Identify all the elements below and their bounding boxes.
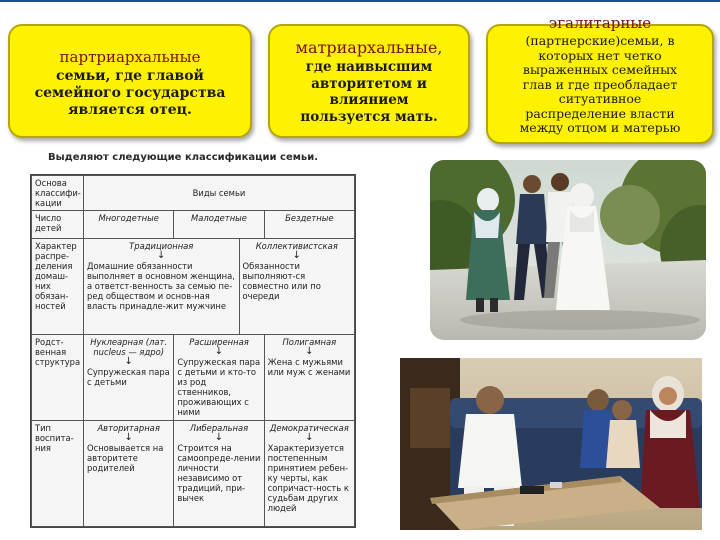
egalitarian-line: выраженных семейных (522, 62, 678, 77)
egalitarian-line: глав и где преобладает (522, 76, 678, 92)
table-desc: Домашние обязанности выполняет в основном женщина, а ответст-венность за семью пе-ред обществом и основ-ная власть принадле-жит мужчине (87, 261, 235, 311)
matriarchal-line: пользуется мать. (300, 108, 438, 125)
patriarchal-card (8, 24, 252, 138)
down-arrow-icon: ↓ (305, 432, 314, 443)
down-arrow-icon: ↓ (292, 250, 301, 261)
table-intro: Выделяют следующие классификации семьи. (48, 152, 319, 163)
egalitarian-heading: эгалитарные (548, 14, 652, 32)
down-arrow-icon: ↓ (124, 432, 133, 443)
patriarchal-heading: партриархальные (59, 48, 201, 66)
down-arrow-icon: ↓ (157, 250, 166, 261)
matriarchal-line: где наивысшим (305, 59, 433, 75)
family-living-room-photo (400, 358, 702, 530)
egalitarian-card (486, 14, 714, 144)
family-classification-table (30, 174, 356, 528)
table-type-label: Полигамная (282, 337, 337, 347)
egalitarian-line: распределение власти (525, 105, 675, 121)
table-cell: Многодетные (84, 211, 174, 239)
table-type-label: Расширенная (189, 337, 249, 347)
matriarchal-card (268, 24, 470, 138)
table-type-label: Нуклеарная (лат. nucleus — ядро) (90, 337, 168, 357)
egalitarian-line: ситуативное (558, 91, 642, 106)
table-corner-cell: Основа классифи-кации (32, 176, 84, 211)
matriarchal-line: влиянием (329, 92, 409, 108)
table-type-label: Демократическая (269, 423, 349, 433)
table-desc: Основывается на авторитете родителей (87, 443, 164, 473)
table-desc: Супружеская пара с детьми (87, 367, 170, 387)
table-type-label: Коллективистская (255, 241, 338, 251)
down-arrow-icon: ↓ (124, 356, 133, 367)
table-cell: Бездетные (264, 211, 354, 239)
family-walking-photo (430, 160, 706, 340)
table-row-head: Характер распре-деления домаш-них обязан-ностей (32, 239, 84, 335)
down-arrow-icon: ↓ (214, 346, 224, 357)
table-desc: Обязанности выполняют-ся совместно или по очереди (242, 261, 321, 301)
down-arrow-icon: ↓ (214, 432, 224, 443)
egalitarian-line: (партнерские)семьи, в (525, 33, 675, 48)
patriarchal-line: является отец. (68, 102, 192, 118)
patriarchal-line: семейного государства (34, 85, 226, 101)
table-type-label: Традиционная (129, 241, 194, 251)
egalitarian-line: между отцом и матерью (519, 120, 681, 135)
table-row-head: Число детей (32, 211, 84, 239)
table-desc: Строится на самоопреде-лении личности независимо от традиций, при-вычек (177, 443, 261, 503)
table-type-label: Либеральная (189, 423, 249, 433)
matriarchal-line: авторитетом и (311, 75, 427, 92)
matriarchal-heading: матриархальные, (295, 38, 443, 57)
egalitarian-line: которых нет четко (538, 47, 662, 63)
table-cell: Малодетные (174, 211, 264, 239)
patriarchal-line: семьи, где главой (56, 68, 204, 84)
table-desc: Супружеская пара с детьми и кто-то из род ственников, проживающих с ними (177, 357, 261, 417)
down-arrow-icon: ↓ (305, 346, 314, 357)
top-accent-line (0, 0, 720, 2)
table-type-label: Авторитарная (97, 423, 160, 433)
table-vidy-header: Виды семьи (84, 176, 355, 211)
table-row-head: Родст-венная структура (32, 335, 84, 421)
table-desc: Характеризуется постепенным принятием ребен-ку черты, как сопричаст-ность к судьбам других людей (267, 443, 349, 513)
table-desc: Жена с мужьями или муж с женами (267, 357, 351, 377)
table-row-head: Тип воспита-ния (32, 421, 84, 527)
